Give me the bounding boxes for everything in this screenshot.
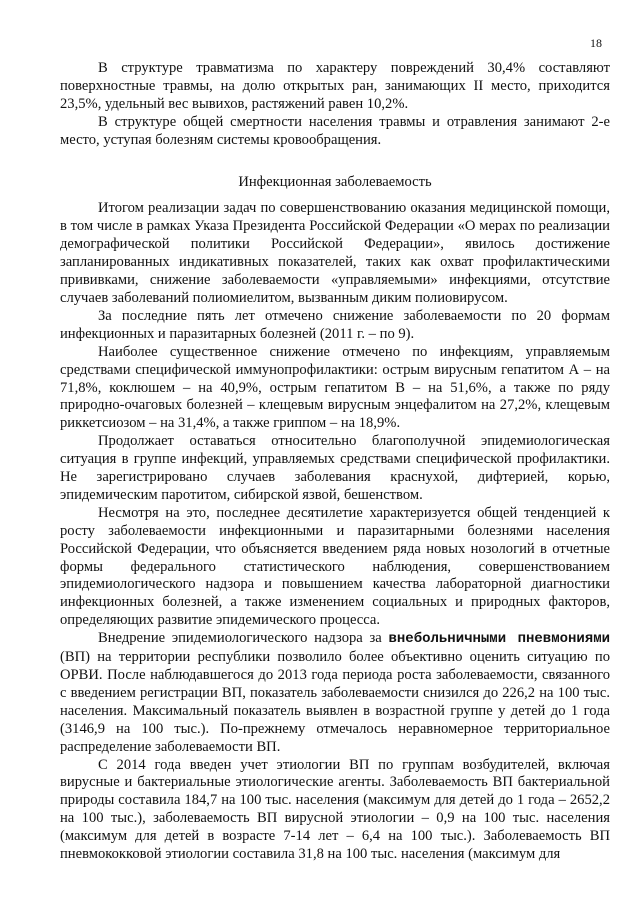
paragraph-five-years: За последние пять лет отмечено снижение заболеваемости по 20 формам инфекционных и паразитарных болезней (2011 г. – по 9). bbox=[60, 307, 610, 342]
section-title: Инфекционная заболеваемость bbox=[238, 173, 432, 190]
paragraph-results: Итогом реализации задач по совершенствованию оказания медицинской помощи, в том числе в рамках Указа Президента Российской Федерации «О мерах по реализации демографической политики Российской Федерации», явилось достижение запланированных индикативных показателей, таких как охват профилактическими прививками, снижение заболеваемости «управляемыми» инфекциями, отсутствие случаев заболеваний полиомиелитом, вызванным диким полиовирусом. bbox=[60, 200, 610, 306]
paragraph-injury-structure: В структуре травматизма по характеру повреждений 30,4% составляют поверхностные травмы, на долю открытых ран, занимающих II место, приходится 23,5%, удельный вес вывихов, растяжений равен 10,2%. bbox=[60, 60, 610, 112]
paragraph-favorable-situation: Продолжает оставаться относительно благополучной эпидемиологическая ситуация в группе инфекций, управляемых средствами специфической профилактики. Не зарегистрировано случаев заболевания краснухой, дифтерией, корью, эпидемическим паротитом, сибирской язвой, бешенством. bbox=[60, 433, 610, 503]
pneumonia-text-before: Внедрение эпидемиологического надзора за bbox=[98, 630, 389, 647]
paragraph-mortality-structure: В структуре общей смертности населения травмы и отравления занимают 2-е место, уступая болезням системы кровообращения. bbox=[60, 113, 610, 148]
page-number: 18 bbox=[590, 36, 602, 50]
paragraph-trend: Несмотря на это, последнее десятилетие характеризуется общей тенденцией к росту заболеваемости инфекционными и паразитарными болезнями населения Российской Федерации, что объясняется введением ряда новых нозологий в отчетные формы федерального статистического наблюдения, совершенствованием эпидемиологического надзора и повышением качества лабораторной диагностики инфекционных болезней, а также изменением социальных и природных факторов, определяющих развитие эпидемического процесса. bbox=[60, 504, 610, 629]
pneumonia-text-after: (ВП) на территории республики позволило более объективно оценить ситуацию по ОРВИ. После наблюдавшегося до 2013 года периода роста заболеваемости, связанного с введением регистрации ВП, показатель заболеваемости снизился до 226,2 на 100 тыс. населения. Максимальный показатель выявлен в возрастной группе у детей до 1 года (3146,9 на 100 тыс.). По-прежнему отмечалось неравномерное территориальное распределение заболеваемости ВП. bbox=[60, 649, 610, 755]
pneumonia-bold-term: внебольничными пневмониями bbox=[388, 631, 611, 648]
paragraph-pneumonia bbox=[60, 630, 610, 756]
paragraph-reduction: Наиболее существенное снижение отмечено по инфекциям, управляемым средствами специфической иммунопрофилактики: острым вирусным гепатитом А – на 71,8%, коклюшем – на 40,9%, острым гепатитом В – на 51,6%, а также по ряду природно-очаговых болезней – клещевым вирусным энцефалитом на 27,2%, клещевым риккетсиозом – на 31,4%, а также гриппом – на 18,9%. bbox=[60, 343, 610, 432]
document-body bbox=[60, 60, 610, 864]
paragraph-etiology: С 2014 года введен учет этиологии ВП по группам возбудителей, включая вирусные и бактериальные этиологические агенты. Заболеваемость ВП бактериальной природы составила 184,7 на 100 тыс. населения (максимум для детей до 1 года – 2652,2 на 100 тыс.), заболеваемость ВП вирусной этиологии – 0,9 на 100 тыс. населения (максимум для детей в возрасте 7-14 лет – 6,4 на 100 тыс.). Заболеваемость ВП пневмококковой этиологии составила 31,8 на 100 тыс. населения (максимум для bbox=[60, 756, 610, 863]
